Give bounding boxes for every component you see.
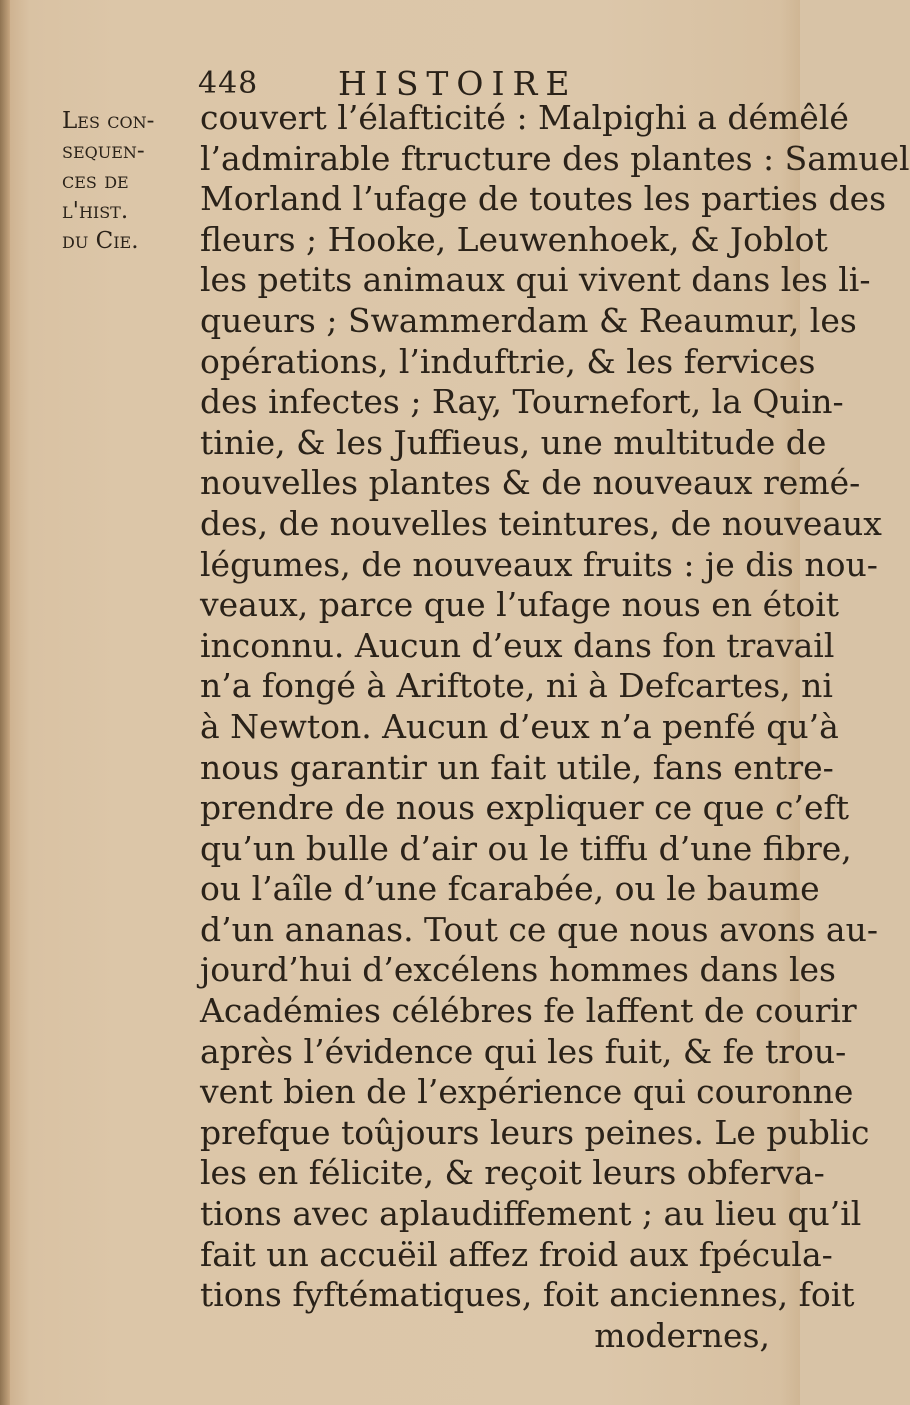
- text-line: les en félicite, & reçoit leurs obferva-: [200, 1153, 825, 1193]
- text-line: tinie, & les Juffieus, une multitude de: [200, 422, 827, 462]
- text-line: après l’évidence qui les fuit, & fe trou-: [200, 1031, 847, 1071]
- text-line: fleurs ; Hooke, Leuwenhoek, & Joblot: [200, 219, 828, 259]
- text-line: des infectes ; Ray, Tournefort, la Quin-: [200, 382, 844, 422]
- text-line: nouvelles plantes & de nouveaux remé-: [200, 463, 861, 503]
- running-title: HISTOIRE: [338, 64, 578, 103]
- text-line: fait un accuëil affez froid aux fpécula-: [200, 1234, 833, 1274]
- text-line: tions avec aplaudiffement ; au lieu qu’il: [200, 1194, 862, 1234]
- text-line: ou l’aîle d’une fcarabée, ou le baume: [200, 869, 820, 909]
- text-line: légumes, de nouveaux fruits : je dis nou-: [200, 544, 878, 584]
- text-line: opérations, l’induftrie, & les fervices: [200, 341, 816, 381]
- margin-note-line: sequen-: [62, 138, 145, 164]
- text-line: jourd’hui d’excélens hommes dans les: [200, 950, 836, 990]
- page-number: 448: [198, 66, 259, 101]
- text-line: vent bien de l’expérience qui couronne: [200, 1072, 854, 1112]
- text-line: qu’un bulle d’air ou le tiffu d’une fibre,: [200, 828, 852, 868]
- margin-note: [62, 106, 192, 256]
- text-line: queurs ; Swammerdam & Reaumur, les: [200, 300, 857, 340]
- margin-note-line: ces de: [62, 168, 129, 194]
- text-line: prefque toûjours leurs peines. Le public: [200, 1112, 870, 1152]
- page-binding-edge: [0, 0, 10, 1405]
- text-line: tions fyftématiques, foit anciennes, foit: [200, 1275, 855, 1315]
- text-line: à Newton. Aucun d’eux n’a penfé qu’à: [200, 706, 839, 746]
- margin-note-line: l'hist.: [62, 198, 129, 224]
- text-line: inconnu. Aucun d’eux dans fon travail: [200, 625, 835, 665]
- margin-note-line: du Cie.: [62, 228, 139, 254]
- text-line: prendre de nous expliquer ce que c’eft: [200, 788, 849, 828]
- catchword: modernes,: [594, 1315, 770, 1355]
- margin-note-line: Les con-: [62, 108, 155, 134]
- text-line: n’a fongé à Ariftote, ni à Defcartes, ni: [200, 666, 833, 706]
- text-line: Académies célébres fe laffent de courir: [200, 991, 857, 1031]
- text-line: couvert l’élafticité : Malpighi a démêlé: [200, 98, 849, 137]
- text-line: nous garantir un fait utile, fans entre-: [200, 747, 834, 787]
- text-line: d’un ananas. Tout ce que nous avons au-: [200, 909, 879, 949]
- text-line: les petits animaux qui vivent dans les li-: [200, 260, 871, 300]
- text-line: Morland l’ufage de toutes les parties des: [200, 179, 887, 219]
- body-text: [200, 98, 910, 1356]
- text-line: l’admirable ftructure des plantes : Samuel: [200, 138, 910, 178]
- text-line: des, de nouvelles teintures, de nouveaux: [200, 503, 882, 543]
- text-line: veaux, parce que l’ufage nous en étoit: [200, 585, 840, 625]
